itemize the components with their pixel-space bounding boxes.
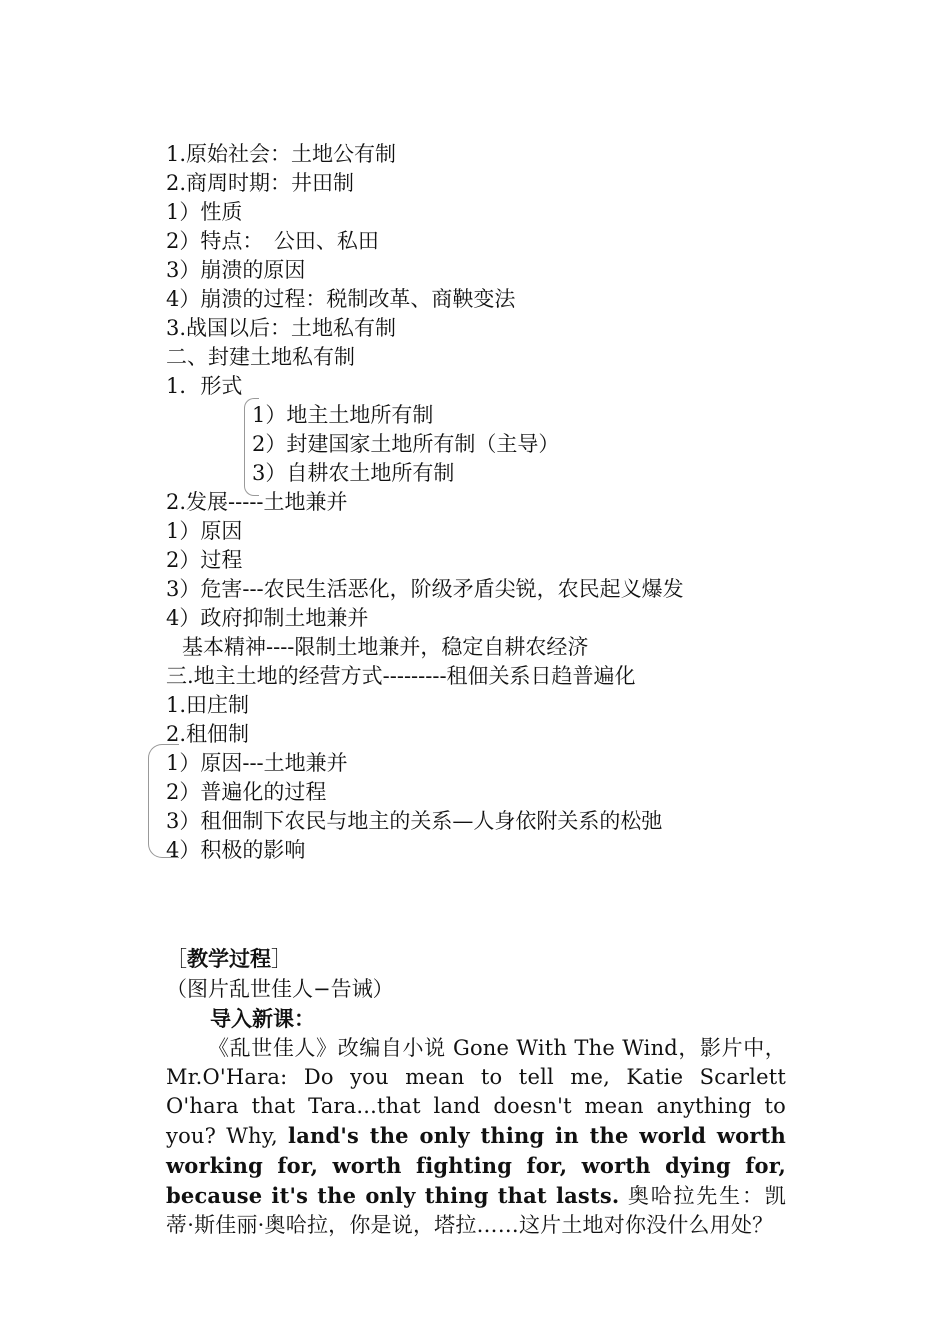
outline-line: 1.原始社会：土地公有制	[166, 142, 397, 166]
outline-subline: 2）封建国家土地所有制（主导）	[252, 432, 560, 456]
outline-line: 1）原因	[166, 519, 243, 543]
outline-line: 4）崩溃的过程：税制改革、商鞅变法	[166, 287, 516, 311]
outline-line: 1）性质	[166, 200, 243, 224]
outline-line: 二、封建土地私有制	[166, 345, 355, 369]
heading-text: 教学过程	[187, 946, 271, 971]
section-heading	[166, 944, 786, 974]
lesson-outline	[166, 140, 806, 865]
outline-line: 2）过程	[166, 548, 243, 572]
outline-line: 基本精神----限制土地兼并，稳定自耕农经济	[182, 635, 589, 659]
outline-subline: 1）地主土地所有制	[252, 403, 434, 427]
outline-line: 三.地主土地的经营方式---------租佃关系日趋普遍化	[166, 664, 636, 688]
outline-line: 2.租佃制	[166, 722, 250, 746]
teaching-process-section	[166, 944, 786, 1240]
heading-bracket: ［	[166, 947, 187, 971]
outline-line: 2）普遍化的过程	[166, 780, 327, 804]
outline-line: 2.发展-----土地兼并	[166, 490, 348, 514]
intro-paragraph	[166, 1034, 786, 1240]
image-caption: （图片乱世佳人−告诫）	[166, 977, 394, 1001]
para-text: 奥哈拉先生：凯蒂·斯佳丽·奥哈拉，你是说，塔拉……这片土地对你没什么用处？	[166, 1184, 786, 1237]
outline-line: 2）特点： 公田、私田	[166, 229, 379, 253]
para-bold-text: land's the only thing in the world worth working for, worth fighting for, worth dying for, because it's the only thing that lasts.	[166, 1123, 786, 1208]
outline-line: 3）危害---农民生活恶化，阶级矛盾尖锐，农民起义爆发	[166, 577, 684, 601]
heading-bracket: ］	[271, 947, 292, 971]
outline-line: 4）积极的影响	[166, 838, 306, 862]
outline-subline: 3）自耕农土地所有制	[252, 461, 455, 485]
outline-line: 1．形式	[166, 374, 243, 398]
outline-line: 4）政府抑制土地兼并	[166, 606, 369, 630]
outline-line: 3）崩溃的原因	[166, 258, 306, 282]
intro-label: 导入新课：	[210, 1006, 315, 1031]
outline-line: 3）租佃制下农民与地主的关系—人身依附关系的松弛	[166, 809, 663, 833]
outline-line: 1.田庄制	[166, 693, 250, 717]
outline-line: 3.战国以后：土地私有制	[166, 316, 397, 340]
para-text: 《乱世佳人》改编自小说 Gone With The Wind，影片中，Mr.O'Hara: Do you mean to tell me, Katie Scarlett O'hara that Tara...that land doesn't mean anything to you? Why,	[166, 1036, 786, 1148]
outline-line: 2.商周时期：井田制	[166, 171, 355, 195]
outline-line: 1）原因---土地兼并	[166, 751, 348, 775]
